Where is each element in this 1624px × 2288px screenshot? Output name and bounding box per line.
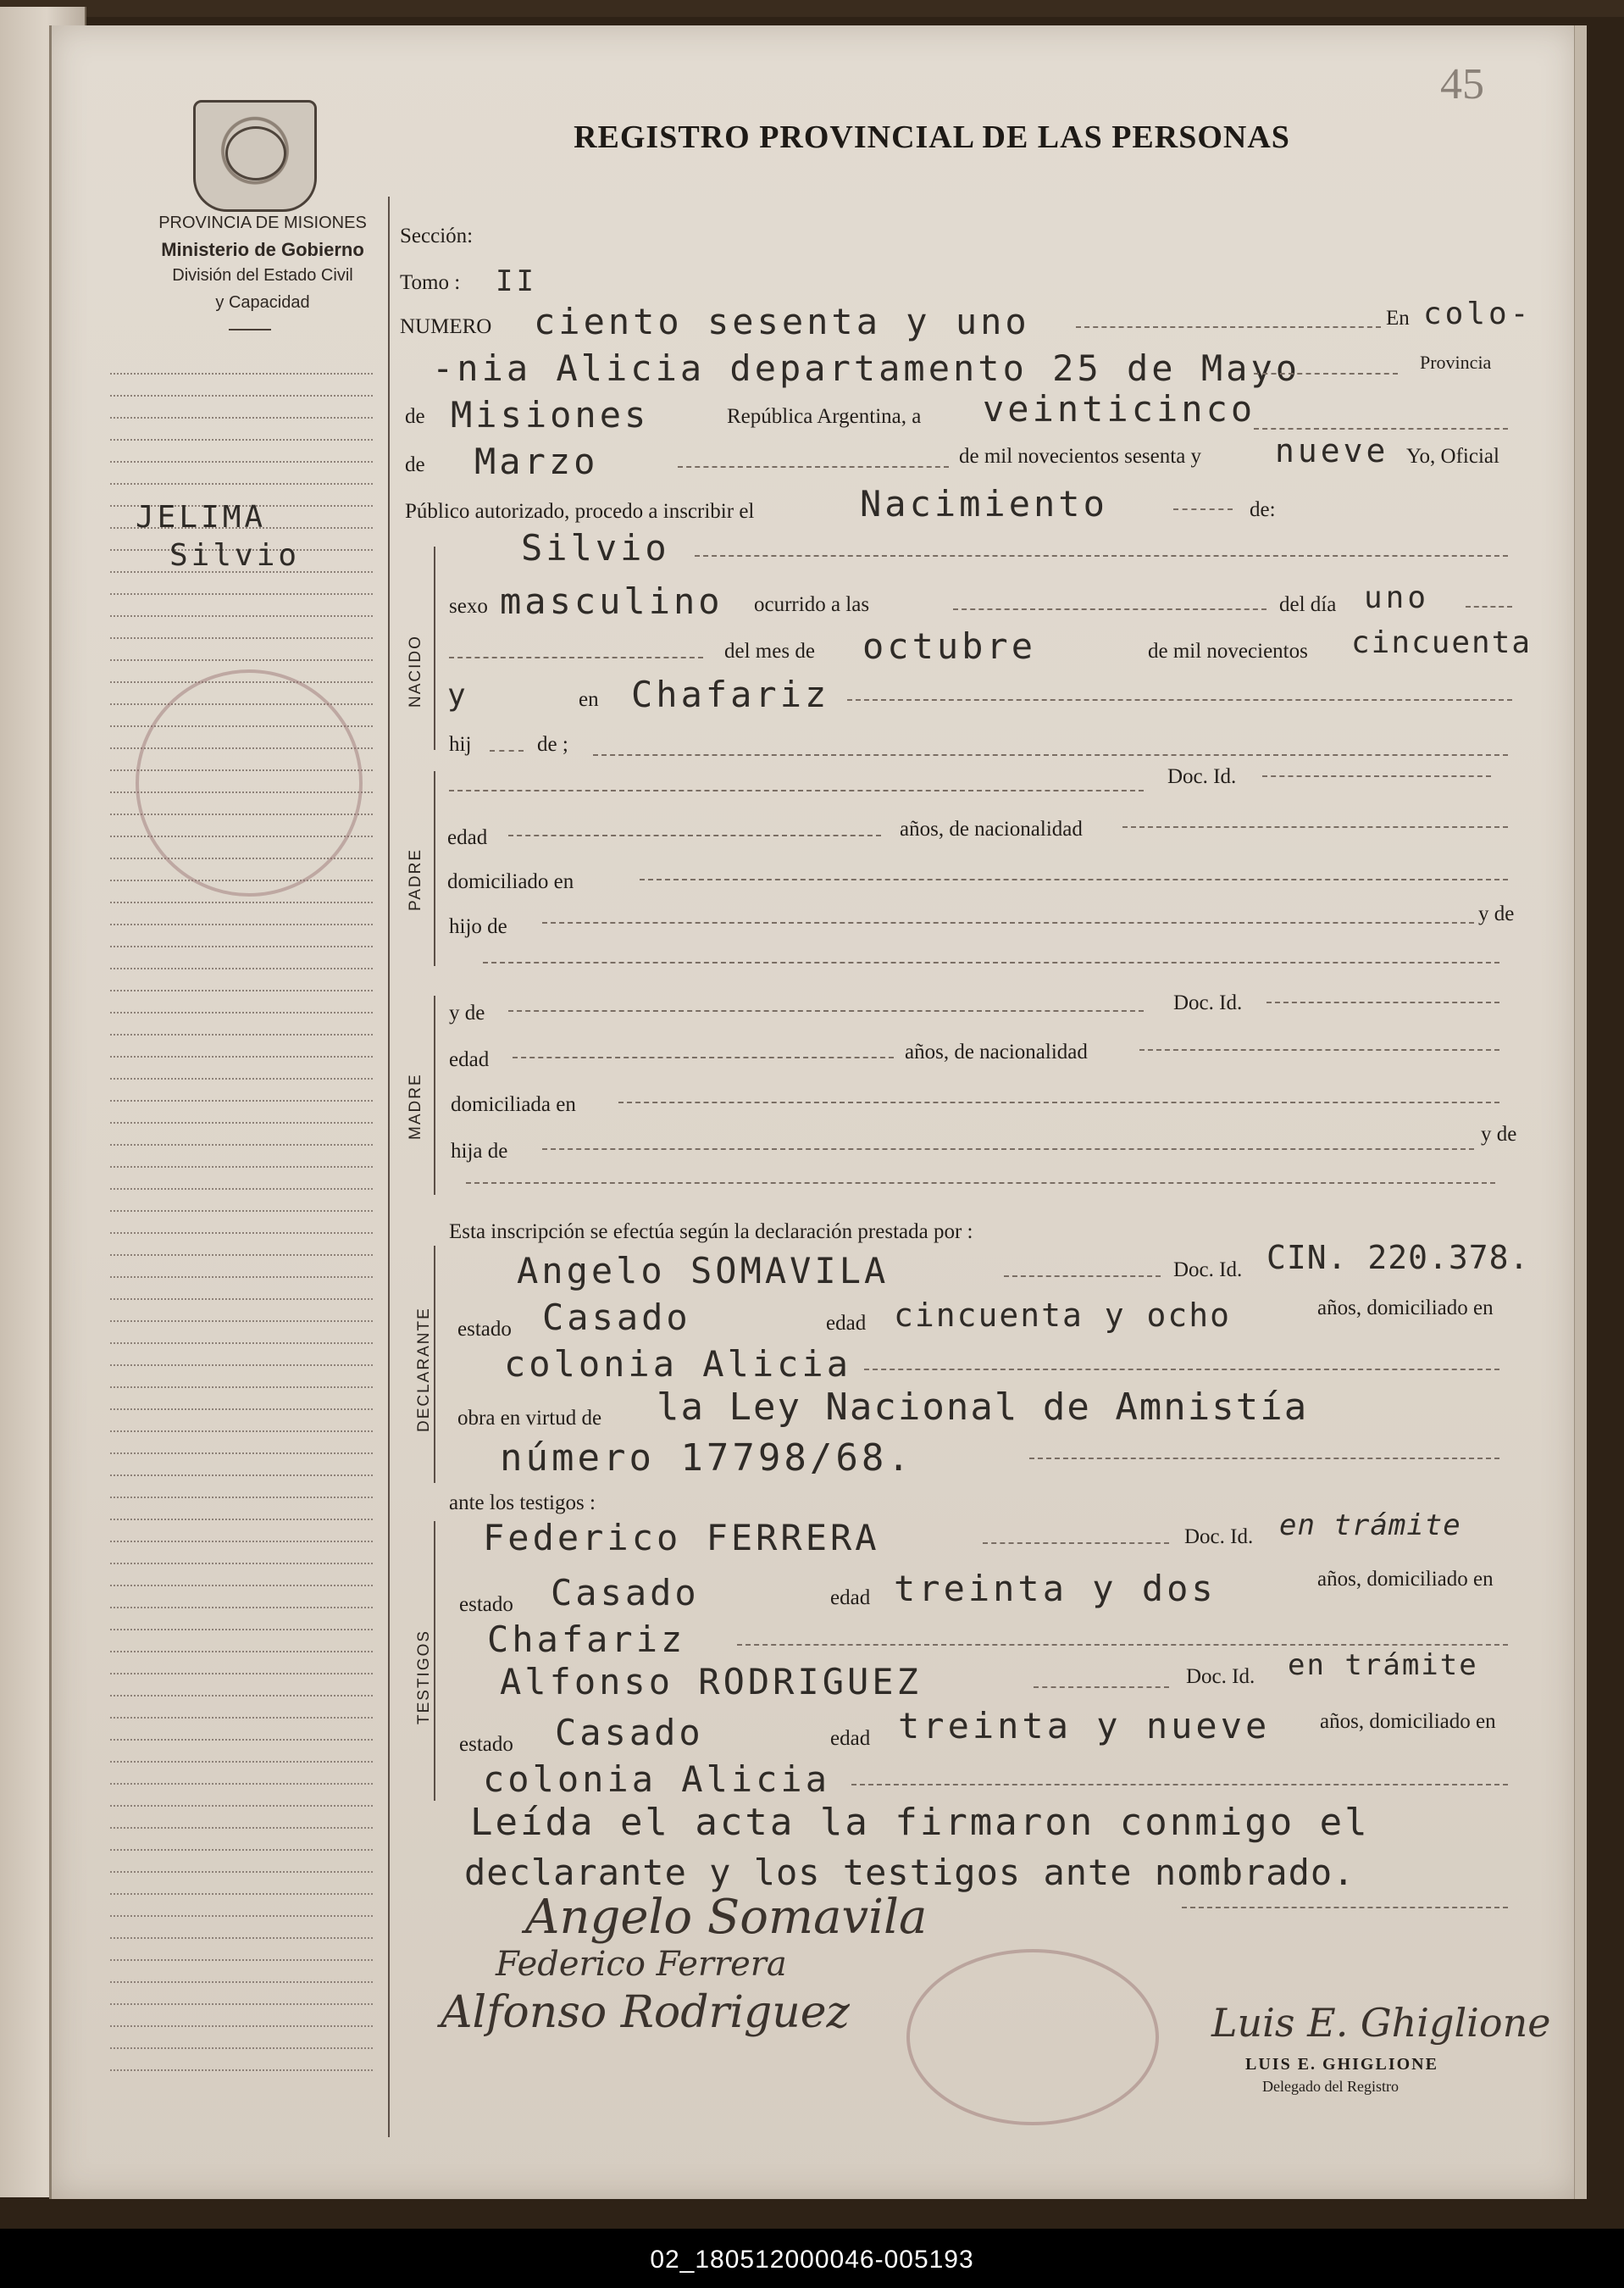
label-de-mil: de mil novecientos sesenta y [959, 445, 1202, 468]
margin-rule-line [110, 1673, 373, 1674]
label-edad-declarante: edad [826, 1312, 867, 1335]
margin-rule-line [110, 1893, 373, 1895]
label-hijo-de: hijo de [449, 915, 507, 938]
label-ocurrido: ocurrido a las [754, 593, 870, 616]
label-en-lower: en [579, 688, 599, 711]
margin-rule-line [110, 1430, 373, 1432]
margin-rule-line [110, 1519, 373, 1520]
fill-line [1254, 373, 1398, 375]
label-edad-t2: edad [830, 1727, 871, 1750]
margin-rule-line [110, 1739, 373, 1741]
main-column-rule [388, 197, 390, 2137]
margin-rule-line [110, 1232, 373, 1234]
entry-nombre: Silvio [521, 527, 670, 569]
label-y-de-madre-2: y de [1481, 1123, 1517, 1146]
margin-rule-line [110, 1474, 373, 1476]
label-y-de-padre: y de [1478, 902, 1515, 925]
fill-line [483, 962, 1499, 964]
entry-testigo2-nombre: Alfonso RODRIGUEZ [500, 1661, 922, 1702]
nacido-rule [434, 547, 435, 750]
fill-line [466, 1182, 1495, 1184]
margin-stamp [136, 669, 363, 897]
label-esta-inscripcion: Esta inscripción se efectúa según la declaración prestada por : [449, 1220, 973, 1243]
entry-cierre-1: Leída el acta la firmaron conmigo el [470, 1801, 1370, 1844]
fill-line [1034, 1686, 1169, 1688]
label-provincia: Provincia [1420, 352, 1492, 373]
margin-rule-line [110, 1210, 373, 1212]
margin-rule-line [110, 1871, 373, 1873]
page-edge [1574, 25, 1587, 2199]
fill-line [449, 790, 1144, 791]
fill-line [983, 1542, 1169, 1544]
margin-rule-line [110, 1761, 373, 1763]
label-yo-oficial: Yo, Oficial [1406, 445, 1499, 468]
official-stamp [906, 1949, 1159, 2125]
madre-rule [434, 996, 435, 1195]
entry-en-b: -nia Alicia departamento 25 de Mayo [432, 347, 1301, 389]
margin-rule-line [110, 1937, 373, 1939]
label-doc-id-madre: Doc. Id. [1173, 991, 1243, 1014]
fill-line [953, 608, 1266, 610]
entry-obra-1: la Ley Nacional de Amnistía [657, 1386, 1309, 1429]
label-numero: NUMERO [400, 315, 492, 338]
coat-of-arms-seal [193, 100, 317, 212]
margin-rule-line [110, 1320, 373, 1322]
official-name: LUIS E. GHIGLIONE [1245, 2055, 1438, 2074]
margin-rule-line [110, 946, 373, 947]
margin-rule-line [110, 1276, 373, 1278]
label-de-2: de [405, 453, 425, 476]
page-title: REGISTRO PROVINCIAL DE LAS PERSONAS [574, 119, 1290, 155]
margin-rule-line [110, 461, 373, 463]
entry-testigo1-nombre: Federico FERRERA [483, 1517, 880, 1558]
margin-rule-line [110, 990, 373, 991]
entry-testigo2-doc: en trámite [1288, 1648, 1478, 1682]
margin-surname: JELIMA [136, 500, 267, 535]
label-domiciliado-padre: domiciliado en [447, 870, 574, 893]
label-publico: Público autorizado, procedo a inscribir el [405, 500, 755, 523]
section-testigos: TESTIGOS [415, 1629, 433, 1724]
image-caption: 02_180512000046-005193 [650, 2246, 974, 2274]
margin-rule-line [110, 1188, 373, 1190]
margin-rule-line [110, 1629, 373, 1630]
fill-line [1254, 428, 1508, 430]
label-de: de [405, 405, 425, 428]
label-hija-de: hija de [451, 1140, 508, 1163]
section-padre: PADRE [407, 847, 424, 911]
label-ante: ante los testigos : [449, 1491, 596, 1514]
margin-given-name: Silvio [169, 538, 301, 573]
section-nacido: NACIDO [407, 635, 424, 708]
desk-background [0, 0, 1624, 17]
margin-rule-line [110, 1408, 373, 1410]
margin-rule-line [110, 924, 373, 925]
margin-rule-line [110, 1541, 373, 1542]
fill-line [695, 555, 1508, 557]
signature-declarante: Angelo Somavila [525, 1890, 928, 1945]
margin-rule-line [110, 1849, 373, 1851]
margin-rule-line [110, 1805, 373, 1807]
margin-rule-line [110, 1122, 373, 1124]
fill-line [449, 657, 703, 658]
margin-rule-line [110, 1452, 373, 1454]
margin-rule-line [110, 1254, 373, 1256]
label-estado-t2: estado [459, 1733, 513, 1756]
fill-line [490, 750, 524, 752]
entry-mes: Marzo [474, 441, 599, 482]
entry-testigo1-estado: Casado [551, 1572, 700, 1613]
fill-line [1262, 775, 1491, 777]
margin-rule-line [110, 2069, 373, 2071]
margin-rule-line [110, 2025, 373, 2027]
margin-rule-line [110, 1386, 373, 1388]
margin-rule-line [110, 439, 373, 441]
margin-rule-line [110, 637, 373, 639]
label-seccion: Sección: [400, 225, 474, 247]
label-anos-dom-t2: años, domiciliado en [1320, 1710, 1496, 1733]
fill-line [851, 1784, 1508, 1785]
margin-rule-line [110, 968, 373, 969]
fill-line [542, 1148, 1474, 1150]
fill-line [508, 835, 881, 836]
label-sexo: sexo [449, 595, 488, 618]
fill-line [1173, 508, 1233, 510]
entry-dia: veinticinco [983, 388, 1256, 430]
label-hij: hij [449, 733, 472, 756]
entry-declarante-nombre: Angelo SOMAVILA [517, 1250, 890, 1291]
margin-rule-line [110, 1364, 373, 1366]
label-doc-id-declarante: Doc. Id. [1173, 1258, 1243, 1281]
fill-line [737, 1644, 1508, 1646]
margin-rule-line [110, 1959, 373, 1961]
entry-lugar: Chafariz [631, 674, 830, 715]
fill-line [1266, 1002, 1499, 1003]
section-madre: MADRE [407, 1073, 424, 1140]
label-del-mes: del mes de [724, 640, 815, 663]
fill-line [508, 1010, 1144, 1012]
entry-acto: Nacimiento [860, 483, 1108, 525]
entry-declarante-edad: cincuenta y ocho [894, 1297, 1232, 1334]
margin-rule-line [110, 1563, 373, 1564]
margin-rule-line [110, 1298, 373, 1300]
signature-oficial: Luis E. Ghiglione [1211, 2000, 1551, 2046]
fill-line [513, 1057, 894, 1058]
margin-rule-line [110, 395, 373, 397]
label-doc-id-t2: Doc. Id. [1186, 1665, 1255, 1688]
label-edad-t1: edad [830, 1586, 871, 1609]
fill-line [678, 466, 949, 468]
margin-rule-line [110, 1695, 373, 1697]
label-del-dia: del día [1279, 593, 1337, 616]
margin-rule-line [110, 1166, 373, 1168]
margin-rule-line [110, 1342, 373, 1344]
entry-sexo: masculino [500, 580, 723, 622]
entry-testigo1-edad: treinta y dos [894, 1568, 1217, 1609]
margin-rule-line [110, 1981, 373, 1983]
entry-anio-nac: cincuenta [1351, 625, 1533, 660]
margin-rule-line [110, 593, 373, 595]
margin-rule-line [110, 615, 373, 617]
entry-testigo1-dom: Chafariz [487, 1619, 686, 1660]
margin-rule-line [110, 1100, 373, 1102]
signature-testigo1: Federico Ferrera [496, 1945, 787, 1984]
office-divider [229, 329, 271, 330]
margin-rule-line [110, 1034, 373, 1036]
margin-rule-line [110, 1497, 373, 1498]
official-role: Delegado del Registro [1262, 2078, 1399, 2095]
section-declarante: DECLARANTE [415, 1307, 433, 1432]
fill-line [864, 1369, 1499, 1370]
entry-testigo2-edad: treinta y nueve [898, 1705, 1271, 1747]
label-de-semi: de ; [537, 733, 568, 756]
entry-mes-nac: octubre [862, 625, 1037, 667]
label-edad-padre: edad [447, 826, 488, 849]
margin-rule-line [110, 2003, 373, 2005]
margin-rule-line [110, 1056, 373, 1058]
fill-line [1182, 1907, 1508, 1908]
fill-line [847, 699, 1512, 701]
margin-rule-line [110, 1585, 373, 1586]
label-edad-madre: edad [449, 1048, 490, 1071]
label-obra: obra en virtud de [457, 1407, 602, 1430]
entry-anio: nueve [1275, 432, 1389, 469]
label-anos-dom-t1: años, domiciliado en [1317, 1568, 1494, 1591]
fill-line [640, 879, 1508, 880]
margin-rule-line [110, 1012, 373, 1013]
label-de-mil-nov: de mil novecientos [1148, 640, 1308, 663]
margin-rule-line [110, 1607, 373, 1608]
fill-line [1076, 326, 1381, 328]
margin-rule-line [110, 417, 373, 419]
label-doc-id-t1: Doc. Id. [1184, 1525, 1254, 1548]
office-line-4: y Capacidad [215, 293, 310, 312]
entry-tomo: II [496, 264, 537, 298]
margin-rule-line [110, 1915, 373, 1917]
margin-rule-line [110, 1827, 373, 1829]
margin-rule-line [110, 902, 373, 903]
entry-declarante-doc: CIN. 220.378. [1266, 1239, 1530, 1276]
label-domiciliada: domiciliada en [451, 1093, 576, 1116]
entry-testigo1-doc: en trámite [1279, 1508, 1461, 1542]
margin-rule-line [110, 373, 373, 375]
margin-rule-line [110, 1651, 373, 1652]
label-en: En [1386, 307, 1410, 330]
testigos-rule [434, 1521, 435, 1801]
entry-provincia: Misiones [451, 394, 650, 436]
fill-line [618, 1102, 1499, 1103]
declarante-rule [434, 1246, 435, 1483]
fill-line [1004, 1275, 1161, 1277]
margin-rule-line [110, 1783, 373, 1785]
signature-testigo2: Alfonso Rodriguez [441, 1987, 850, 2038]
entry-anio-nac-y: y [447, 678, 469, 713]
label-de-colon: de: [1250, 498, 1276, 521]
office-line-2: Ministerio de Gobierno [161, 239, 364, 260]
label-y-de-madre: y de [449, 1002, 485, 1025]
office-line-3: División del Estado Civil [172, 266, 353, 285]
fill-line [1466, 606, 1512, 608]
label-anos-dom-declarante: años, domiciliado en [1317, 1297, 1494, 1319]
entry-en-a: colo- [1423, 297, 1533, 331]
entry-declarante-dom: colonia Alicia [504, 1343, 852, 1385]
label-tomo: Tomo : [400, 271, 461, 294]
entry-numero: ciento sesenta y uno [534, 301, 1030, 342]
padre-rule [434, 771, 435, 966]
margin-rule-line [110, 1144, 373, 1146]
label-estado-t1: estado [459, 1593, 513, 1616]
entry-testigo2-dom: colonia Alicia [483, 1758, 831, 1800]
fill-line [593, 754, 1508, 756]
margin-rule-line [110, 483, 373, 485]
entry-cierre-2: declarante y los testigos ante nombrado. [464, 1852, 1355, 1893]
fill-line [1122, 826, 1508, 828]
label-republica: República Argentina, a [727, 405, 922, 428]
entry-testigo2-estado: Casado [555, 1712, 704, 1753]
entry-dia-nac: uno [1364, 580, 1430, 615]
fill-line [1139, 1049, 1499, 1051]
office-line-1: PROVINCIA DE MISIONES [158, 214, 367, 232]
label-doc-id-padre: Doc. Id. [1167, 765, 1237, 788]
margin-rule-line [110, 659, 373, 661]
fill-line [1029, 1458, 1499, 1459]
entry-declarante-estado: Casado [542, 1297, 691, 1338]
page-number: 45 [1440, 60, 1484, 108]
margin-rule-line [110, 1717, 373, 1719]
label-anos-nac-madre: años, de nacionalidad [905, 1041, 1088, 1063]
label-estado-declarante: estado [457, 1318, 512, 1341]
margin-rule-line [110, 2047, 373, 2049]
entry-obra-2: número 17798/68. [500, 1436, 913, 1480]
fill-line [542, 922, 1474, 924]
margin-rule-line [110, 1078, 373, 1080]
label-anos-nac-padre: años, de nacionalidad [900, 818, 1083, 841]
